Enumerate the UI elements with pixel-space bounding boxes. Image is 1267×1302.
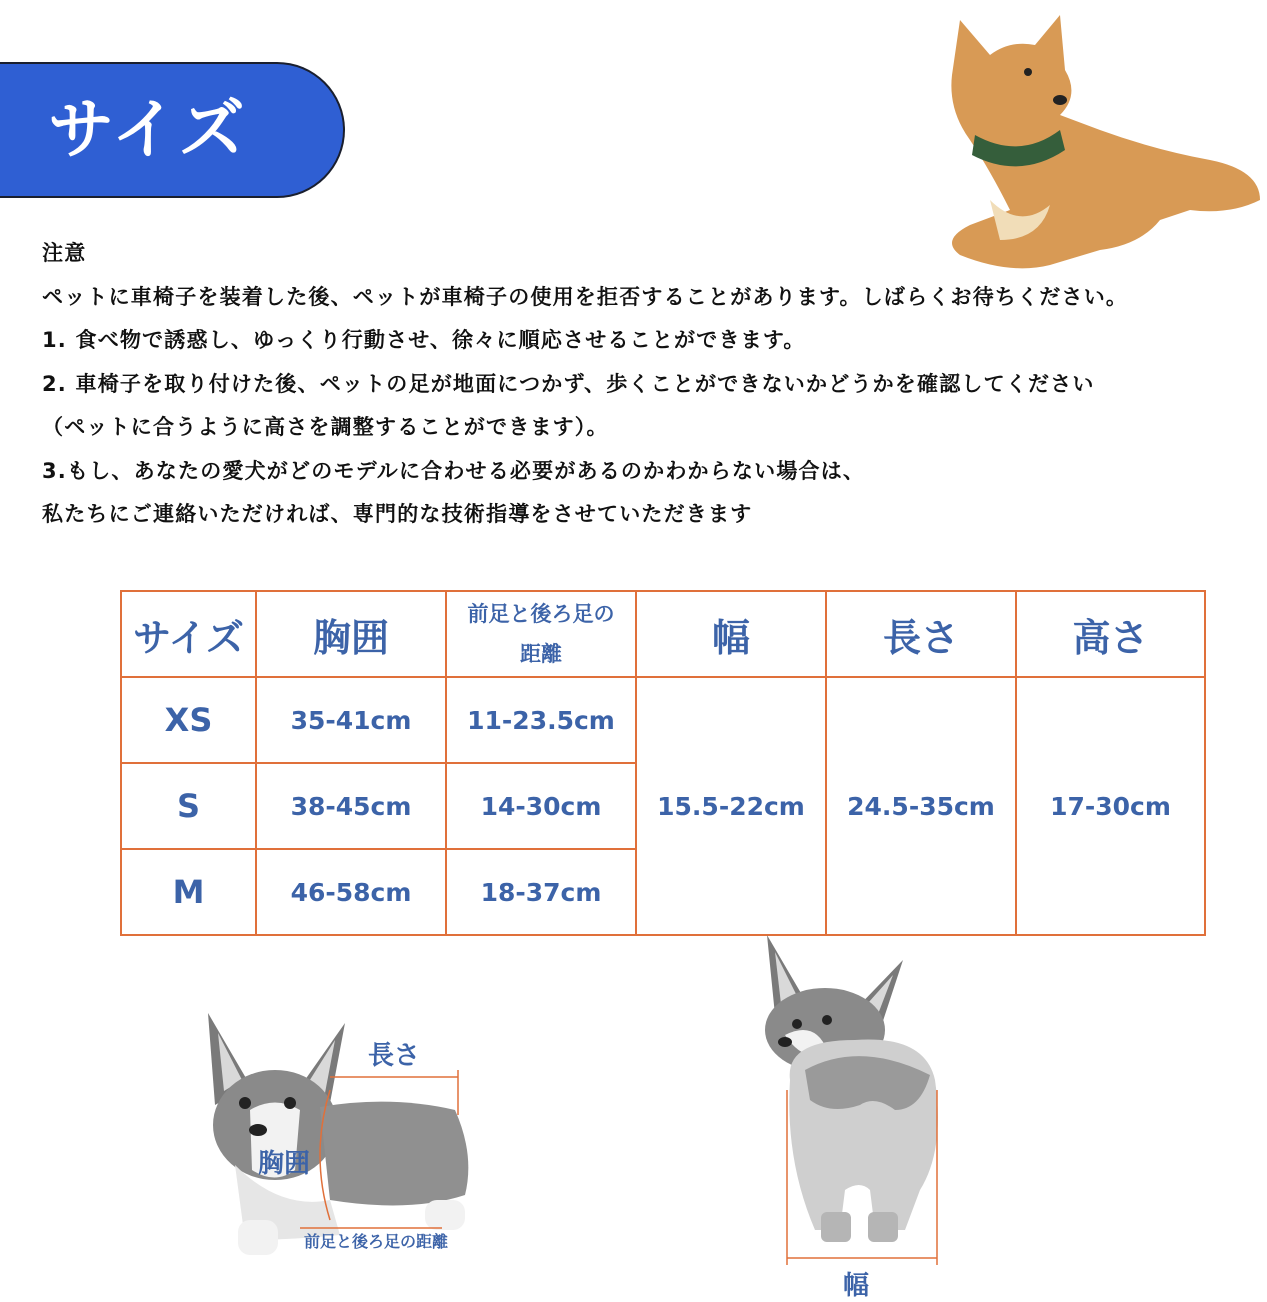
height-cell: 17-30cm (1016, 677, 1205, 935)
header-size: サイズ (121, 591, 256, 677)
header-chest: 胸囲 (256, 591, 446, 677)
notice-line: 3.もし、あなたの愛犬がどのモデルに合わせる必要があるのかわからない場合は、 (42, 458, 866, 483)
size-cell: S (121, 763, 256, 849)
table-row (121, 677, 1205, 763)
banner-title: サイズ (48, 91, 247, 168)
corgi-rear-illustration (745, 930, 975, 1295)
length-label: 長さ (368, 1041, 421, 1071)
header-leg-distance (446, 591, 636, 677)
chest-cell: 38-45cm (256, 763, 446, 849)
chest-cell: 46-58cm (256, 849, 446, 935)
notice-line: 1. 食べ物で誘惑し、ゆっくり行動させ、徐々に順応させることができます。 (42, 328, 806, 352)
title-banner (0, 62, 345, 198)
size-cell: M (121, 849, 256, 935)
notice-section (42, 232, 1262, 537)
width-cell: 15.5-22cm (636, 677, 826, 935)
size-cell: XS (121, 677, 256, 763)
notice-line: （ペットに合うように高さを調整することができます）。 (42, 415, 609, 439)
leg-distance-label: 前足と後ろ足の距離 (304, 1232, 449, 1251)
side-view-diagram (190, 995, 490, 1285)
notice-line: ペットに車椅子を装着した後、ペットが車椅子の使用を拒否することがあります。しばらくお待ちください。 (42, 284, 1129, 309)
header-length: 長さ (826, 591, 1016, 677)
notice-line: 2. 車椅子を取り付けた後、ペットの足が地面につかず、歩くことができないかどうかを確認してください (42, 371, 1095, 396)
leg-distance-cell: 14-30cm (446, 763, 636, 849)
header-width: 幅 (636, 591, 826, 677)
leg-distance-cell: 18-37cm (446, 849, 636, 935)
header-height: 高さ (1016, 591, 1205, 677)
leg-distance-cell: 11-23.5cm (446, 677, 636, 763)
width-label: 幅 (843, 1271, 870, 1301)
notice-heading: 注意 (42, 241, 87, 265)
notice-line: 私たちにご連絡いただければ、専門的な技術指導をさせていただきます (42, 502, 753, 526)
header-leg-distance-line2: 距離 (520, 642, 562, 666)
size-table (120, 590, 1206, 936)
length-cell: 24.5-35cm (826, 677, 1016, 935)
table-header-row (121, 591, 1205, 677)
rear-view-diagram (745, 930, 975, 1301)
chest-cell: 35-41cm (256, 677, 446, 763)
chest-label: 胸囲 (258, 1149, 311, 1179)
header-leg-distance-line1: 前足と後ろ足の (467, 602, 615, 626)
